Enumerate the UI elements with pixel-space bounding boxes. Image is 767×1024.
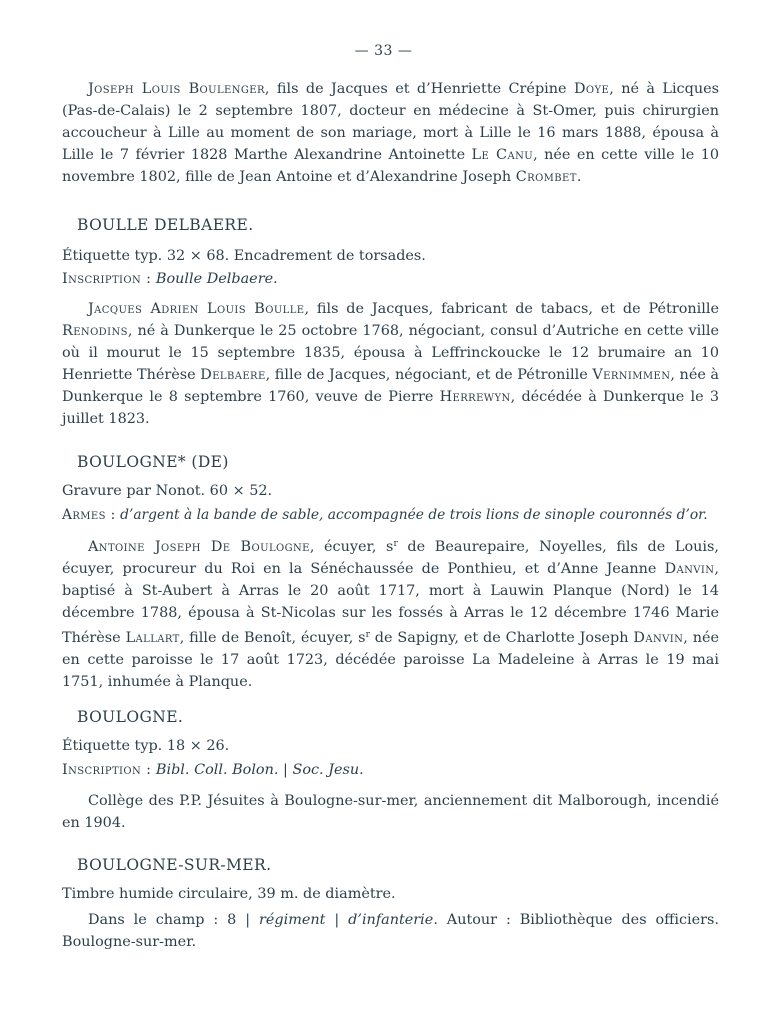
inscription-value: Bibl. Coll. Bolon. (155, 762, 279, 778)
text: de Beaurepaire, Noyelles, fils de Louis, écuyer, procureur du Roi en la Sénéchaussée de Ponthieu, et d’Anne Jeanne (62, 539, 719, 577)
italic-text: régiment (259, 912, 326, 928)
inscription-line (62, 759, 364, 781)
inscription-label: Inscription : (62, 762, 152, 778)
label-description: Étiquette typ. 18 × 26. (62, 738, 230, 754)
text: , née en cette ville le 10 novembre 1802, fille de Jean Antoine et d’Alexandrine Joseph (62, 147, 720, 185)
person-name: Le Canu (471, 147, 534, 163)
armes-line (62, 504, 708, 526)
separator: | (283, 762, 288, 778)
inscription-line (62, 268, 278, 290)
inscription-label: Inscription : (62, 271, 152, 287)
entry-heading: BOULOGNE* (DE) (77, 453, 229, 471)
text: , fille de Jacques, négociant, et de Pétronille (265, 367, 593, 383)
text: , né à Dunkerque le 25 octobre 1768, négociant, consul d’Autriche en cette ville où il mourut le 15 septembre 1835, épousa à Leffrinckoucke le 12 brumaire an 10 Henriette Thérèse (62, 323, 719, 383)
person-name: Jacques Adrien Louis Boulle (88, 301, 305, 317)
entry-heading: BOULOGNE-SUR-MER. (77, 856, 272, 874)
person-name: Vernimmen (592, 367, 671, 383)
text: . Autour : Bibliothèque des officiers. Boulogne-sur-mer. (62, 912, 720, 950)
separator: | (245, 912, 251, 928)
text: , né à Licques (Pas-de-Calais) le 2 septembre 1807, docteur en médecine à St-Omer, puis chirurgien accoucheur à Lille au moment de son mariage, mort à Lille le 16 mars 1888, épousa à Lille le 7 février 1828 Marthe Alexandrine Antoinette (62, 81, 719, 163)
text: , fille de Benoît, écuyer, s (179, 630, 366, 646)
text: , fils de Jacques et d’Henriette Crépine (264, 81, 574, 97)
person-name: Danvin (633, 630, 684, 646)
person-name: Lallart (125, 630, 180, 646)
person-name: Danvin (664, 561, 715, 577)
text: , fils de Jacques, fabricant de tabacs, et de Pétronille (304, 301, 719, 317)
boulogne-de-paragraph (62, 533, 719, 693)
label-description: Étiquette typ. 32 × 68. Encadrement de torsades. (62, 248, 426, 264)
boulogne-sur-mer-paragraph (62, 909, 719, 953)
person-name: Doye (573, 81, 610, 97)
label-description: Timbre humide circulaire, 39 m. de diamètre. (62, 886, 396, 902)
text: , baptisé à St-Aubert à Arras le 20 août 1717, mort à Lauwin Planque (Nord) le 14 décembre 1788, épousa à St-Nicolas sur les fossés à Arras le 12 décembre 1746 Marie Thérèse (62, 561, 719, 646)
superscript: r (365, 630, 370, 640)
boulle-paragraph (62, 298, 719, 430)
armes-value: d’argent à la bande de sable, accompagnée de trois lions de sinople couronnés d’or. (120, 507, 708, 523)
person-name: Delbaere (200, 367, 266, 383)
person-name: Herrewyn (439, 389, 511, 405)
page-number: — 33 — (354, 43, 413, 59)
superscript: r (393, 539, 398, 549)
entry-heading: BOULOGNE. (77, 708, 184, 726)
text: , décédée à Dunkerque le 3 juillet 1823. (62, 389, 719, 427)
person-name: Antoine Joseph De Boulogne (88, 539, 310, 555)
text: de Sapigny, et de Charlotte Joseph (369, 630, 634, 646)
person-name: Renodins (62, 323, 128, 339)
person-name: Crombet (515, 169, 577, 185)
text: Dans le champ : 8 (88, 912, 246, 928)
entry-heading: BOULLE DELBAERE. (77, 216, 254, 234)
text: , née à Dunkerque le 8 septembre 1760, veuve de Pierre (62, 367, 720, 405)
armes-label: Armes : (62, 507, 116, 523)
text: , née en cette paroisse le 17 août 1723, décédée paroisse La Madeleine à Arras le 19 mai 1751, inhumée à Planque. (62, 630, 720, 690)
text: . (576, 169, 582, 185)
text: , écuyer, s (309, 539, 394, 555)
separator: | (334, 912, 340, 928)
person-name: Joseph Louis Boulenger (88, 81, 265, 97)
intro-entry-paragraph (62, 78, 719, 188)
inscription-value: Boulle Delbaere. (155, 271, 278, 287)
boulogne-paragraph: Collège des P.P. Jésuites à Boulogne-sur-mer, anciennement dit Malborough, incendié en 1904. (62, 793, 719, 831)
inscription-value: Soc. Jesu. (292, 762, 364, 778)
italic-text: d’infanterie (348, 912, 434, 928)
label-description: Gravure par Nonot. 60 × 52. (62, 483, 273, 499)
